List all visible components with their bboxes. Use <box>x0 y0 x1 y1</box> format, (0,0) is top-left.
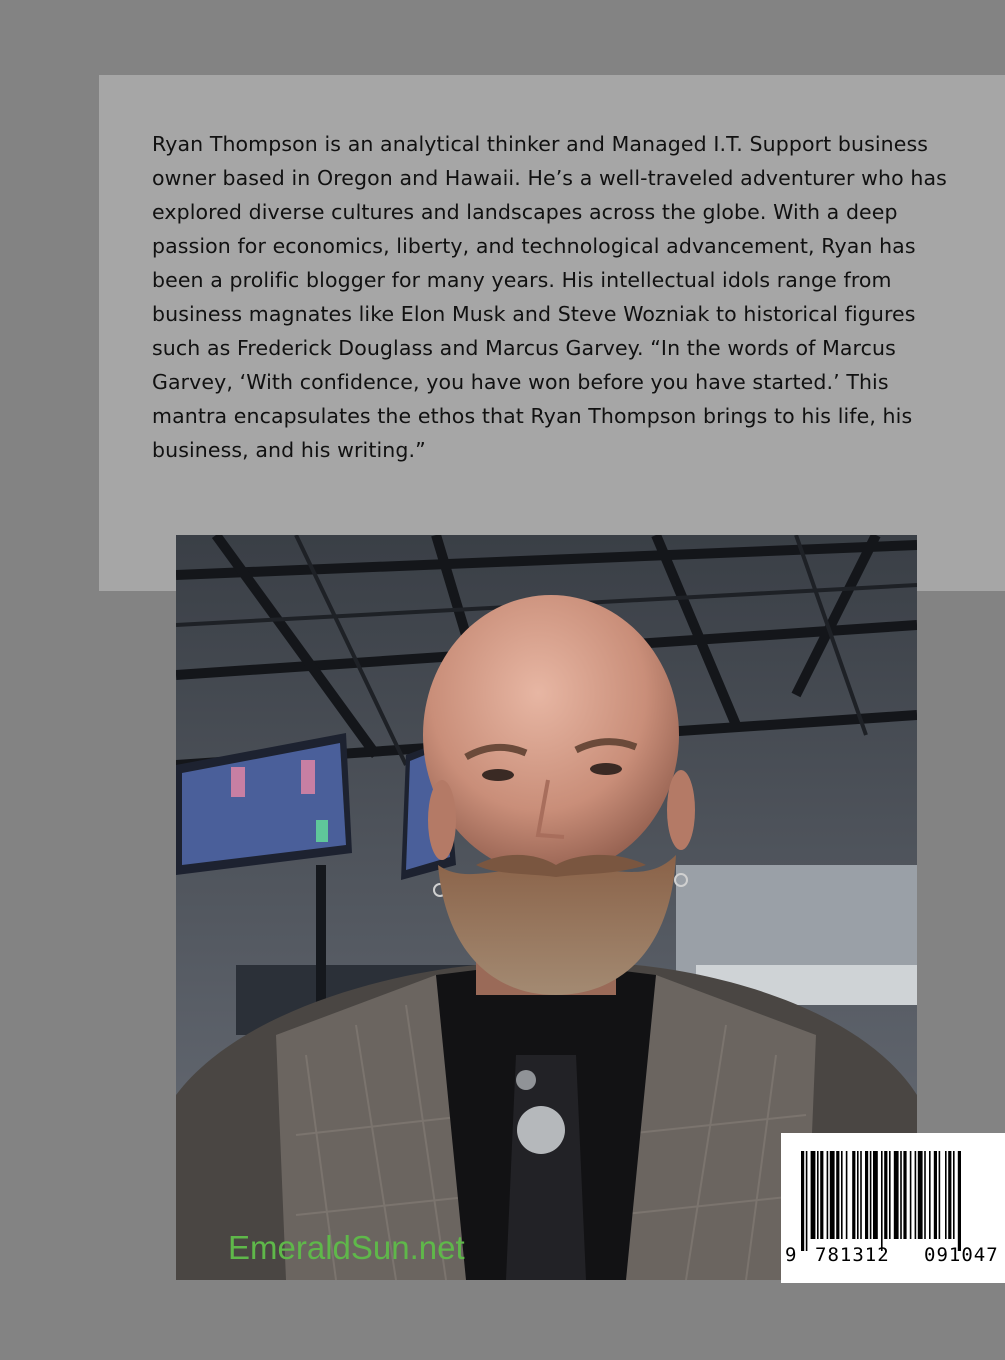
barcode-group-1: 781312 <box>815 1244 890 1266</box>
isbn-barcode <box>781 1133 1005 1283</box>
barcode-bar <box>915 1151 917 1239</box>
barcode-bar <box>958 1151 961 1251</box>
barcode-bar <box>827 1151 829 1239</box>
barcode-bar <box>817 1151 819 1239</box>
barcode-bar <box>924 1151 926 1239</box>
barcode-bar <box>846 1151 848 1239</box>
photo-watermark: EmeraldSun.net <box>228 1229 465 1266</box>
barcode-bar <box>820 1151 823 1239</box>
barcode-bar <box>873 1151 878 1239</box>
barcode-bar <box>811 1151 816 1239</box>
barcode-lead-digit: 9 <box>785 1244 798 1266</box>
barcode-bar <box>836 1151 839 1239</box>
barcode-bar <box>860 1151 862 1239</box>
barcode-bar <box>910 1151 912 1239</box>
barcode-bar <box>945 1151 947 1239</box>
barcode-bar <box>884 1151 887 1239</box>
barcode-bar <box>881 1151 883 1251</box>
barcode-bar <box>830 1151 835 1239</box>
barcode-bar <box>806 1151 808 1251</box>
barcode-bar <box>929 1151 931 1239</box>
barcode-bar <box>953 1151 955 1239</box>
barcode-bar <box>918 1151 923 1239</box>
barcode-bar <box>894 1151 899 1239</box>
barcode-bar <box>900 1151 902 1239</box>
barcode-bar <box>939 1151 941 1239</box>
barcode-bar <box>889 1151 891 1239</box>
barcode-group-2: 091047 <box>924 1244 999 1266</box>
barcode-bar <box>870 1151 872 1239</box>
barcode-bar <box>903 1151 906 1239</box>
barcode-bar <box>865 1151 868 1239</box>
barcode-bar <box>852 1151 855 1239</box>
bio-panel <box>99 75 1005 591</box>
barcode-bar <box>857 1151 859 1239</box>
barcode-bar <box>841 1151 843 1239</box>
author-bio-text: Ryan Thompson is an analytical thinker and Managed I.T. Support business owner based in Oregon and Hawaii. He’s a well-traveled adventurer who has explored diverse cultures and landscapes across the globe. With a deep passion for economics, liberty, and technological advancement, Ryan has been a prolific blogger for many years. His intellectual idols range from business magnates like Elon Musk and Steve Wozniak to historical figures such as Frederick Douglass and Marcus Garvey. “In the words of Marcus Garvey, ‘With confidence, you have won before you have started.’ This mantra encapsulates the ethos that Ryan Thompson brings to his life, his business, and his writing.” <box>152 132 947 462</box>
barcode-bar <box>948 1151 951 1239</box>
barcode-bar <box>801 1151 804 1251</box>
barcode-bar <box>934 1151 937 1239</box>
